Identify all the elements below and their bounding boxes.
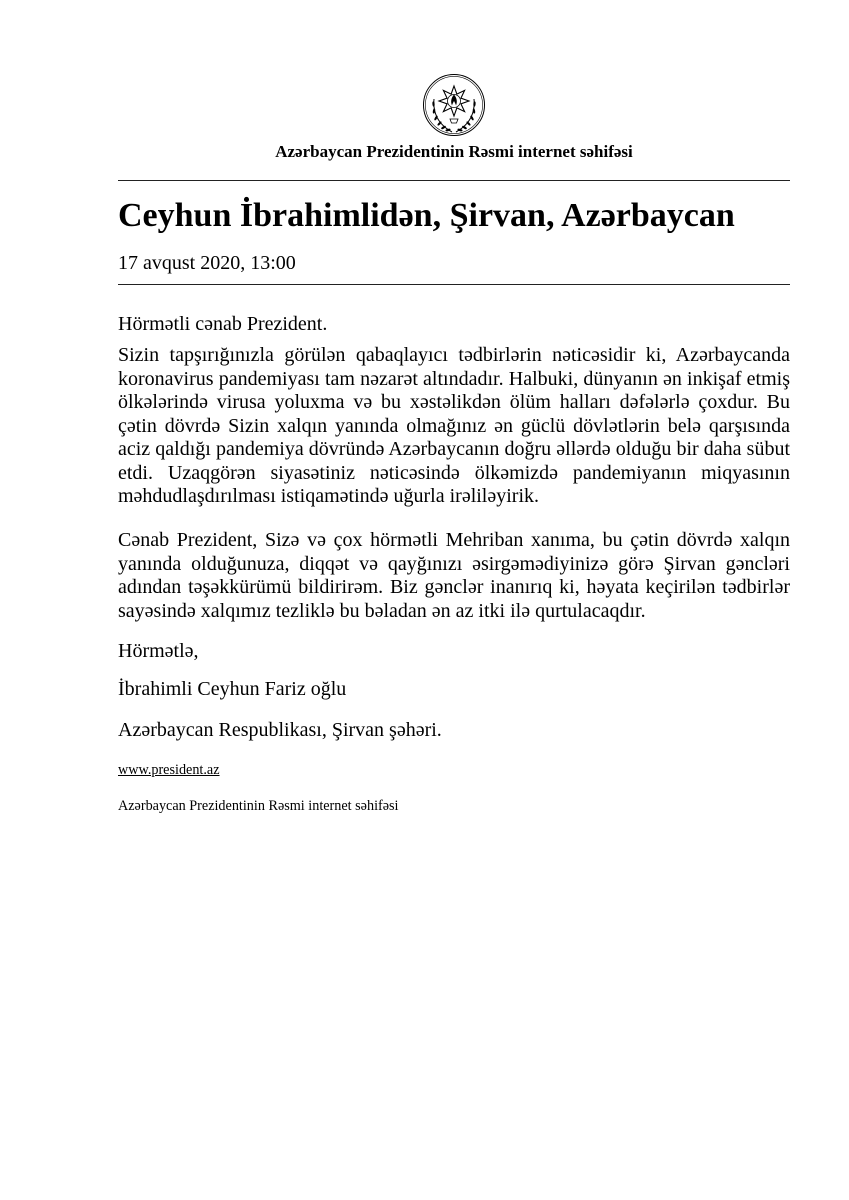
signature-location: Azərbaycan Respublikası, Şirvan şəhəri.: [118, 719, 442, 741]
publish-date: 17 avqust 2020, 13:00: [118, 252, 296, 274]
site-header-title: Azərbaycan Prezidentinin Rəsmi internet səhifəsi: [275, 142, 633, 161]
emblem-svg: [422, 73, 486, 137]
title-divider: [118, 284, 790, 285]
footer-site-title: Azərbaycan Prezidentinin Rəsmi internet səhifəsi: [118, 798, 399, 814]
page-title: Ceyhun İbrahimlidən, Şirvan, Azərbaycan: [118, 197, 735, 234]
letter-paragraph: Sizin tapşırığınızla görülən qabaqlayıcı tədbirlərin nəticəsidir ki, Azərbaycanda koronavirus pandemiyası tam nəzarət altındadır. Halbuki, dünyanın ən inkişaf etmiş ölkələrində virusa yoluxma və bu xəstəlikdən ölüm halları dəfələrlə çoxdur. Bu çətin dövrdə Sizin xalqın yanında olmağınız ən güclü dövlətlərin belə qarşısında aciz qaldığı pandemiya dövründə Azərbaycanın doğru əllərdə olduğu bir daha sübut etdi. Uzaqgörən siyasətiniz nəticəsində ölkəmizdə pandemiyanın miqyasının məhdudlaşdırılması istiqamətində uğurla irəliləyirik.: [118, 344, 790, 507]
azerbaijan-state-emblem-icon: [422, 73, 486, 137]
signature-name: İbrahimli Ceyhun Fariz oğlu: [118, 678, 347, 700]
top-divider: [118, 180, 790, 181]
website-link[interactable]: www.president.az: [118, 762, 220, 778]
letter-greeting: Hörmətli cənab Prezident.: [118, 313, 328, 335]
letter-closing: Hörmətlə,: [118, 640, 199, 662]
letter-paragraph: Cənab Prezident, Sizə və çox hörmətli Mehriban xanıma, bu çətin dövrdə xalqın yanında olduğunuza, diqqət və qayğınızı əsirgəmədiyinizə görə Şirvan gəncləri adından təşəkkürümü bildirirəm. Biz gənclər inanırıq ki, həyata keçirilən tədbirlər sayəsində xalqımız tezliklə bu bəladan ən az itki ilə qurtulacaqdır.: [118, 529, 790, 622]
